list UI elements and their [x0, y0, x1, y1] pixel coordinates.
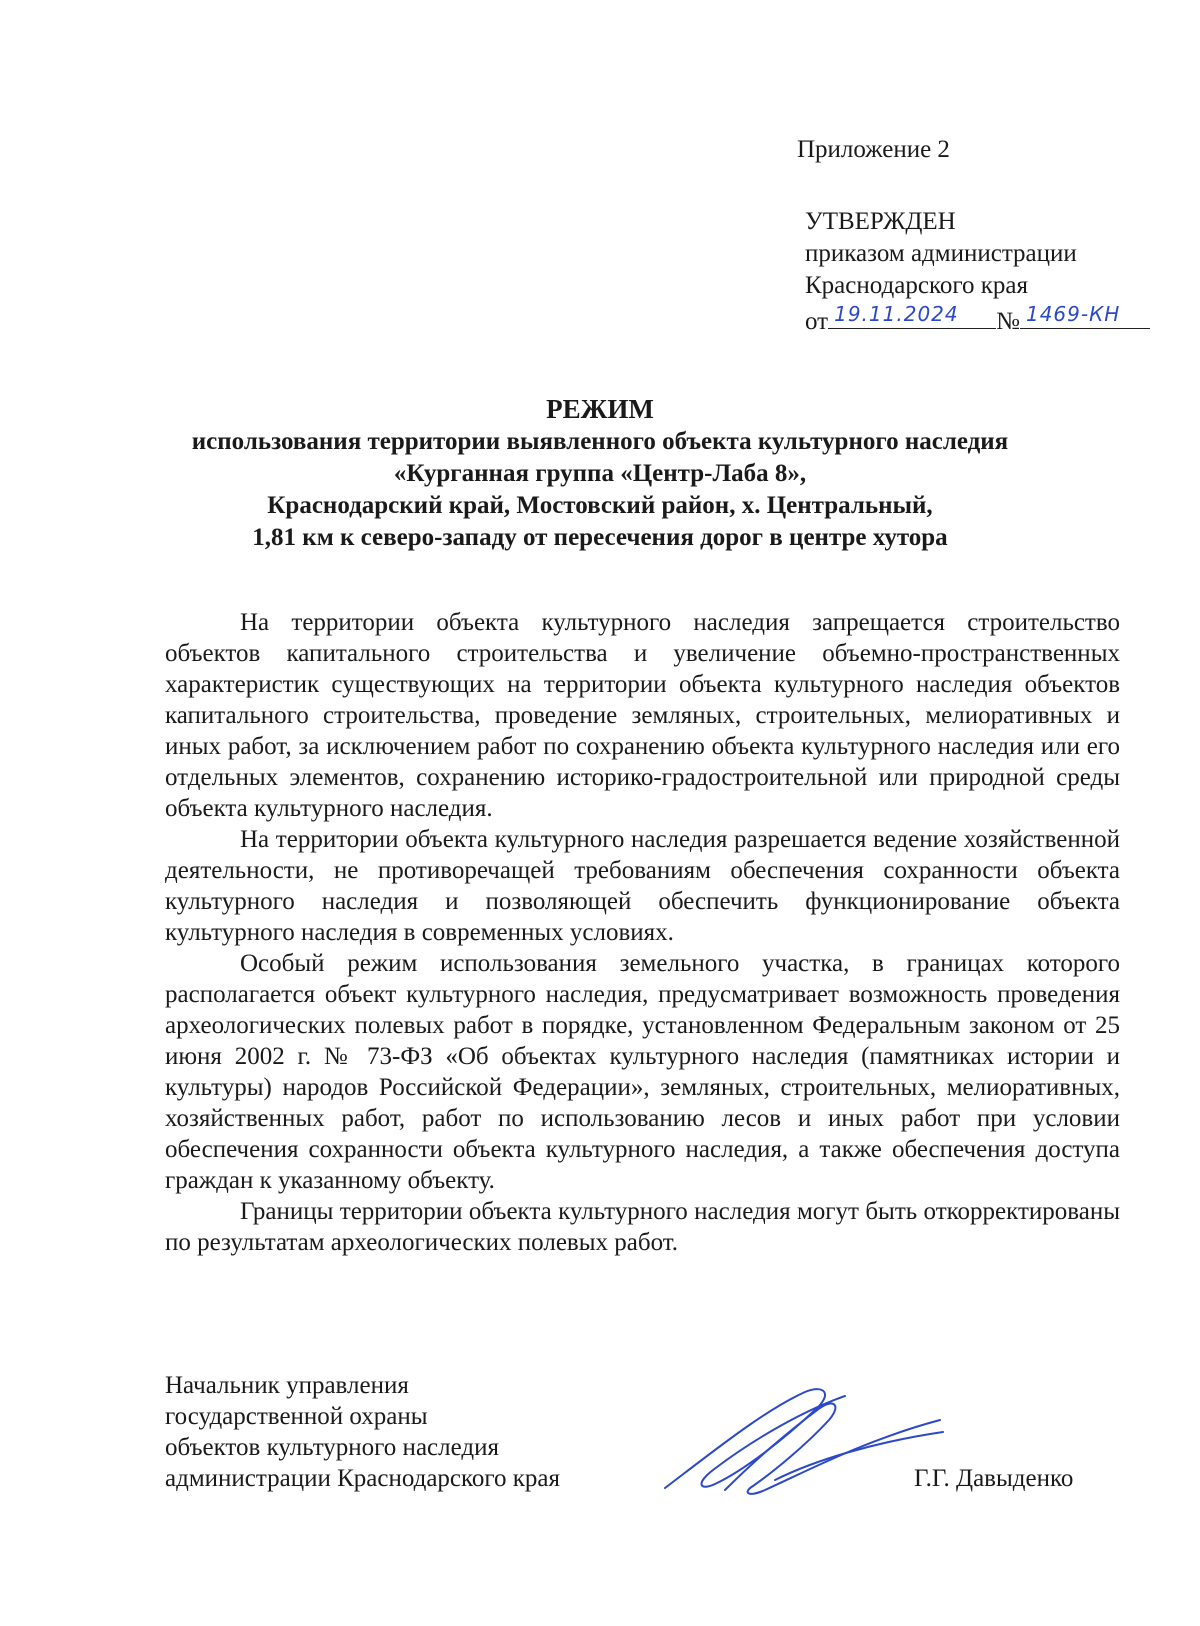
- appendix-label: Приложение 2: [797, 136, 950, 163]
- document-title: [150, 393, 1050, 554]
- approved-by-line-2: Краснодарского края: [805, 272, 1028, 299]
- number-blank: [1020, 302, 1150, 329]
- title-line-1: использования территории выявленного объекта культурного наследия: [191, 428, 1009, 455]
- paragraph: На территории объекта культурного наследия разрешается ведение хозяйственной деятельности, не противоречащей требованиям обеспечения сохранности объекта культурного наследия и позволяющей обеспечить функционирование объекта культурного наследия в современных условиях.: [165, 826, 1120, 946]
- body-text: [165, 607, 1120, 1258]
- position-line-1: Начальник управления: [165, 1372, 409, 1399]
- approved-by-line-1: приказом администрации: [805, 240, 1077, 267]
- position-line-3: объектов культурного наследия: [165, 1434, 499, 1461]
- signatory-position: [165, 1370, 560, 1494]
- paragraph: На территории объекта культурного наследия запрещается строительство объектов капитального строительства и увеличение объемно-пространственных характеристик существующих на территории объекта культурного наследия объектов капитального строительства, проведение земляных, строительных, мелиоративных и иных работ, за исключением работ по сохранению объекта культурного наследия или его отдельных элементов, сохранению историко-градостроительной или природной среды объекта культурного наследия.: [165, 609, 1120, 822]
- position-line-4: администрации Краснодарского края: [165, 1465, 561, 1492]
- signer-name: Г.Г. Давыденко: [914, 1465, 1074, 1492]
- date-number-line: [805, 302, 1150, 338]
- title-line-2: «Курганная группа «Центр-Лаба 8»,: [393, 460, 807, 487]
- approved-label: УТВЕРЖДЕН: [805, 208, 956, 235]
- number-prefix: №: [996, 308, 1020, 335]
- title-main: РЕЖИМ: [546, 394, 654, 424]
- handwritten-signature: [655, 1380, 945, 1500]
- handwritten-date: 19.11.2024: [834, 302, 959, 326]
- handwritten-number: 1469-КН: [1025, 302, 1121, 326]
- title-line-3: Краснодарский край, Мостовский район, х. Центральный,: [267, 492, 933, 519]
- position-line-2: государственной охраны: [165, 1403, 428, 1430]
- date-blank: [828, 302, 996, 329]
- date-prefix: от: [805, 308, 829, 335]
- paragraph: Границы территории объекта культурного наследия могут быть откорректированы по результатам археологических полевых работ.: [165, 1198, 1120, 1256]
- title-line-4: 1,81 км к северо-западу от пересечения дорог в центре хутора: [252, 524, 948, 551]
- approval-block: [805, 206, 1150, 338]
- paragraph: Особый режим использования земельного участка, в границах которого располагается объект культурного наследия, предусматривает возможность проведения археологических полевых работ в порядке, установленном Федеральным законом от 25 июня 2002 г. № 73-ФЗ «Об объектах культурного наследия (памятниках истории и культуры) народов Российской Федерации», земляных, строительных, мелиоративных, хозяйственных работ, работ по использованию лесов и иных работ при условии обеспечения сохранности объекта культурного наследия, а также обеспечения доступа граждан к указанному объекту.: [165, 950, 1120, 1194]
